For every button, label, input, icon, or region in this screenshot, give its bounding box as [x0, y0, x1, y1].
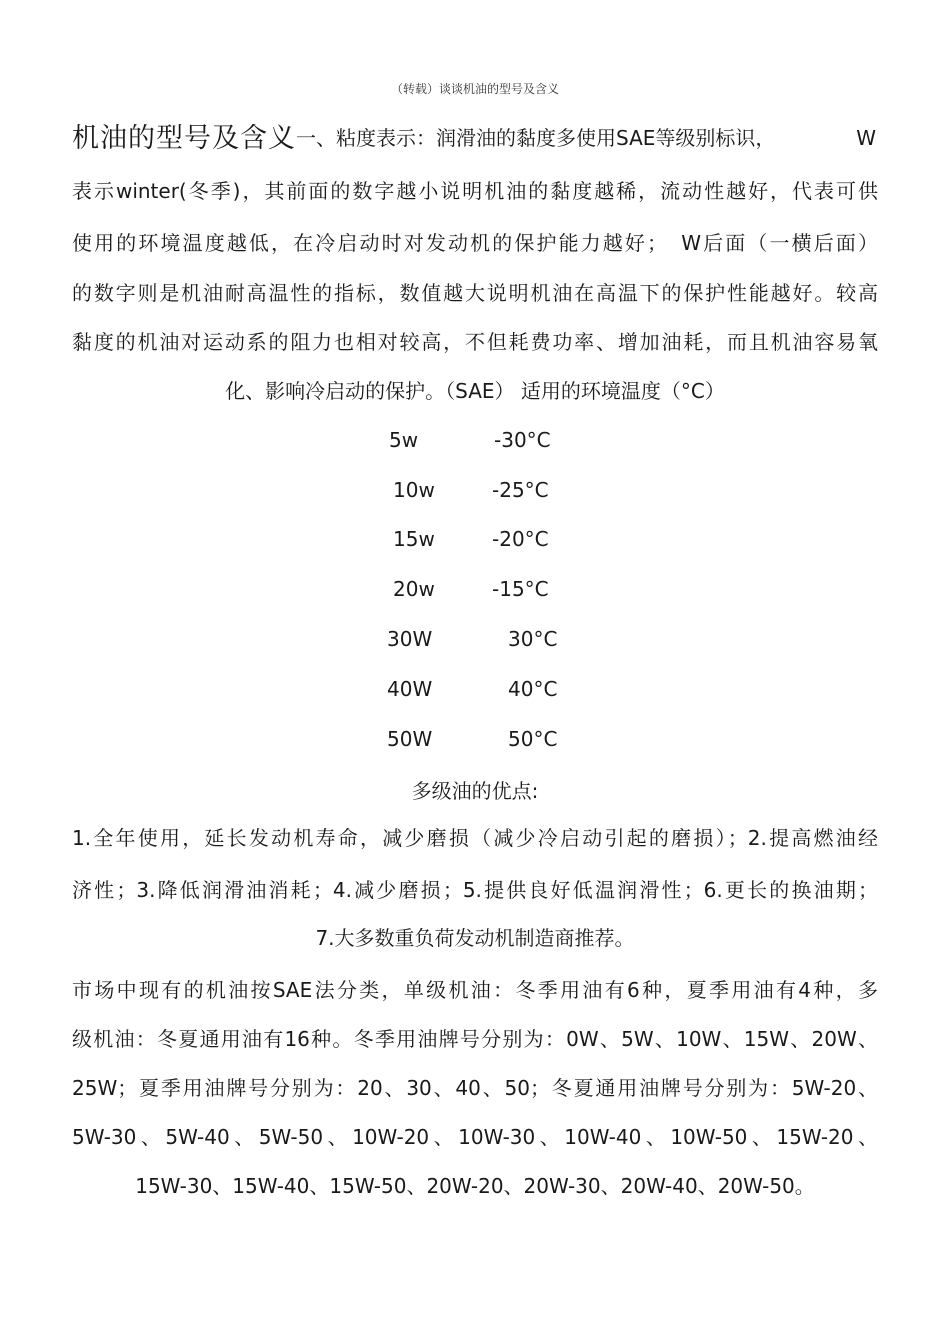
temp-cell: -25°C [492, 478, 549, 502]
intro-line-1 [72, 124, 878, 153]
advantages-line-2: 济性；3.降低润滑油消耗；4.减少磨损；5.提供良好低温润滑性；6.更长的换油期； [72, 878, 878, 902]
intro-w-letter: W [856, 126, 876, 150]
market-line-2: 级机油：冬夏通用油有16种。冬季用油牌号分别为：0W、5W、10W、15W、20W、 [72, 1027, 878, 1051]
document-title: 机油的型号及含义 [72, 123, 296, 154]
grade-cell: 40W [387, 677, 433, 701]
advantages-heading: 多级油的优点: [411, 779, 539, 803]
advantages-line-3: 7.大多数重负荷发动机制造商推荐。 [315, 926, 635, 950]
intro-line-3: 使用的环境温度越低，在冷启动时对发动机的保护能力越好； W后面（一横后面） [72, 231, 878, 255]
intro-line-6: 化、影响冷启动的保护。（SAE） 适用的环境温度（°C） [225, 379, 725, 403]
grade-cell: 30W [387, 627, 433, 651]
grade-cell: 20w [393, 577, 435, 601]
page-header: （转载）谈谈机油的型号及含义 [390, 82, 559, 96]
advantages-line-1: 1.全年使用，延长发动机寿命，减少磨损（减少冷启动引起的磨损）；2.提高燃油经 [72, 826, 878, 850]
temp-cell: -20°C [492, 527, 549, 551]
intro-line-4: 的数字则是机油耐高温性的指标，数值越大说明机油在高温下的保护性能越好。较高 [72, 281, 878, 305]
temp-cell: -30°C [494, 428, 551, 452]
intro-line-2: 表示winter(冬季)，其前面的数字越小说明机油的黏度越稀，流动性越好，代表可供 [72, 179, 878, 203]
intro-line-5: 黏度的机油对运动系的阻力也相对较高，不但耗费功率、增加油耗，而且机油容易氧 [72, 330, 878, 354]
grade-cell: 50W [387, 727, 433, 751]
market-line-4: 5W-30、5W-40、5W-50、10W-20、10W-30、10W-40、10W-50、15W-20、 [72, 1125, 878, 1149]
grade-cell: 10w [393, 478, 435, 502]
grade-cell: 5w [389, 428, 419, 452]
temp-cell: 40°C [508, 677, 558, 701]
intro-text-1: 一、粘度表示：润滑油的黏度多使用SAE等级别标识， [296, 126, 776, 150]
temp-cell: -15°C [492, 577, 549, 601]
market-line-3: 25W；夏季用油牌号分别为：20、30、40、50；冬夏通用油牌号分别为：5W-20、 [72, 1076, 878, 1100]
grade-cell: 15w [393, 527, 435, 551]
market-line-1: 市场中现有的机油按SAE法分类，单级机油：冬季用油有6种，夏季用油有4种，多 [72, 978, 878, 1002]
market-line-5: 15W-30、15W-40、15W-50、20W-20、20W-30、20W-40、20W-50。 [135, 1174, 815, 1198]
temp-cell: 50°C [508, 727, 558, 751]
temp-cell: 30°C [508, 627, 558, 651]
